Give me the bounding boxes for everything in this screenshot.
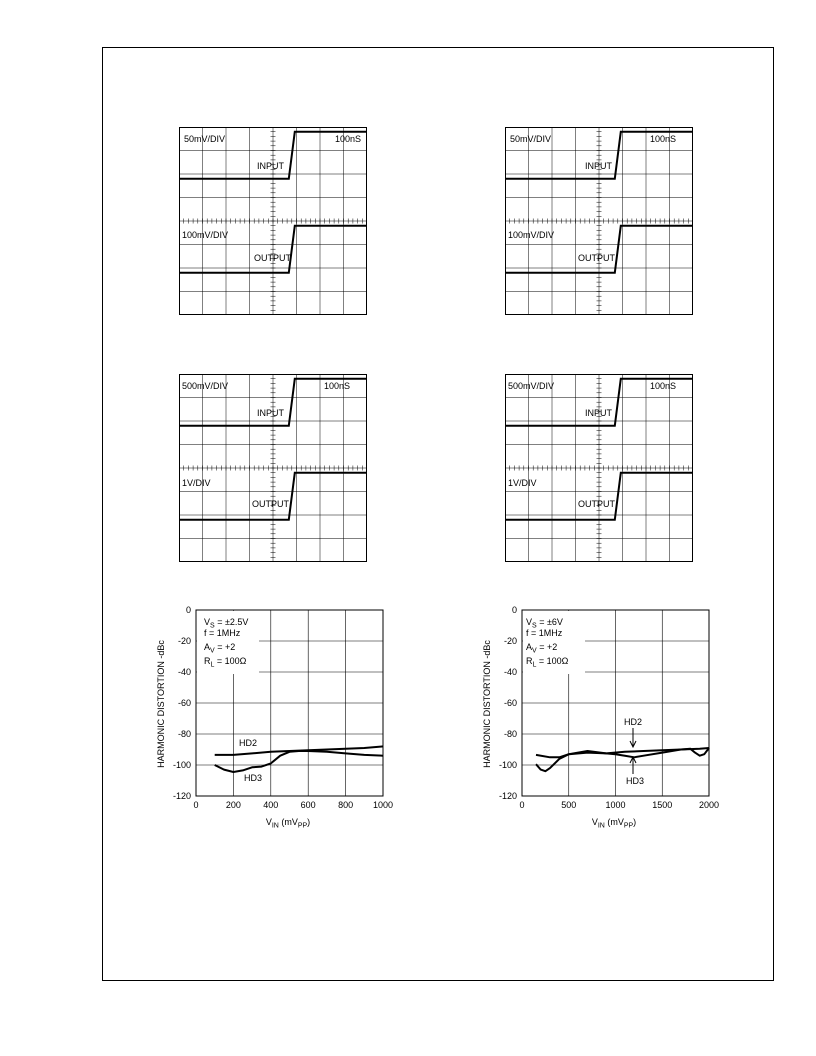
scope-2-time-label: 100nS	[650, 134, 677, 144]
scope-1-time-label: 100nS	[335, 134, 362, 144]
scope-3-time-label: 100nS	[324, 381, 351, 391]
chart-1-ylabel: HARMONIC DISTORTION -dBc	[156, 640, 166, 768]
chart-2-xtick-1: 500	[561, 800, 577, 810]
scope-2-mid-label: 100mV/DIV	[508, 230, 555, 240]
scope-2-graticule	[505, 127, 693, 315]
chart-1-legend-hd3: HD3	[244, 773, 263, 783]
scope-1-mid-label: 100mV/DIV	[182, 230, 229, 240]
chart-1-cond-vs: $V_S = \pm 2.5V$	[204, 617, 249, 630]
chart-1-ytick-0: 0	[185, 605, 191, 615]
chart-2-cond-rl: $R_L = 100\Omega$	[526, 656, 569, 669]
chart-2-cond-f: f = 1MHz	[526, 628, 563, 638]
chart-1-ytick-5: -100	[172, 760, 191, 770]
chart-2-ytick-3: -60	[503, 698, 517, 708]
chart-2-hd2-arrow	[630, 728, 636, 747]
scope-2-input-label: INPUT	[585, 161, 612, 171]
chart-2-cond-av: $A_V = +2$	[526, 642, 558, 655]
chart-1-xtick-1: 200	[225, 800, 241, 810]
scope-1	[179, 127, 367, 315]
scope-4-graticule	[505, 374, 693, 562]
scope-4	[505, 374, 693, 562]
chart-2-ytick-2: -40	[503, 667, 517, 677]
chart-1-xlabel: $V_{IN}$ $(mV_{PP})$	[265, 817, 311, 830]
scope-3-graticule	[179, 374, 367, 562]
chart-1-xtick-3: 600	[300, 800, 316, 810]
chart-1-legend-hd2: HD2	[239, 738, 258, 748]
scope-2	[505, 127, 693, 315]
scope-4-top-label: 500mV/DIV	[508, 381, 555, 391]
chart-2-ylabel: HARMONIC DISTORTION -dBc	[482, 640, 492, 768]
chart-1-cond-rl: $R_L = 100\Omega$	[204, 656, 247, 669]
scope-4-output-label: OUTPUT	[578, 499, 615, 509]
scope-3-mid-label: 1V/DIV	[182, 478, 211, 488]
chart-1-cond-av: $A_V = +2$	[204, 642, 236, 655]
scope-1-input-label: INPUT	[257, 161, 284, 171]
chart-1-ytick-3: -60	[177, 698, 191, 708]
chart-2-xtick-3: 1500	[652, 800, 673, 810]
scope-4-time-label: 100nS	[650, 381, 677, 391]
scope-3-output-label: OUTPUT	[252, 499, 289, 509]
chart-2-legend-hd2: HD2	[624, 717, 643, 727]
chart-1-ytick-2: -40	[177, 667, 191, 677]
scope-3-top-label: 500mV/DIV	[182, 381, 229, 391]
chart-2-legend-hd3: HD3	[626, 776, 645, 786]
chart-2-ytick-6: -120	[498, 791, 517, 801]
scope-4-input-label: INPUT	[585, 408, 612, 418]
chart-2-ytick-1: -20	[503, 636, 517, 646]
chart-2-xlabel: $V_{IN}$ $(mV_{PP})$	[591, 817, 637, 830]
scope-1-graticule	[179, 127, 367, 315]
chart-2-xtick-2: 1000	[605, 800, 626, 810]
chart-1-xtick-5: 1000	[372, 800, 394, 810]
scope-1-output-label: OUTPUT	[254, 253, 291, 263]
chart-1-xtick-0: 0	[193, 800, 199, 810]
chart-1-cond-f: f = 1MHz	[204, 628, 241, 638]
chart-2-ytick-5: -100	[498, 760, 517, 770]
scope-4-mid-label: 1V/DIV	[508, 478, 537, 488]
scope-3-input-label: INPUT	[257, 408, 284, 418]
chart-2-ytick-0: 0	[511, 605, 517, 615]
chart-1-ytick-6: -120	[172, 791, 191, 801]
chart-2-xtick-0: 0	[519, 800, 525, 810]
chart-2-xtick-4: 2000	[698, 800, 720, 810]
chart-1-ytick-4: -80	[177, 729, 191, 739]
distortion-chart-1	[150, 600, 400, 835]
chart-1-xtick-4: 800	[338, 800, 354, 810]
chart-1-ytick-1: -20	[177, 636, 191, 646]
scope-2-output-label: OUTPUT	[578, 253, 615, 263]
scope-3	[179, 374, 367, 562]
chart-2-hd3-arrow	[630, 757, 636, 774]
scope-1-top-label: 50mV/DIV	[184, 134, 226, 144]
chart-2-cond-vs: $V_S = \pm 6V$	[526, 617, 563, 630]
distortion-chart-2	[476, 600, 726, 835]
chart-2-ytick-4: -80	[503, 729, 517, 739]
chart-1-xtick-2: 400	[263, 800, 279, 810]
scope-2-top-label: 50mV/DIV	[510, 134, 552, 144]
